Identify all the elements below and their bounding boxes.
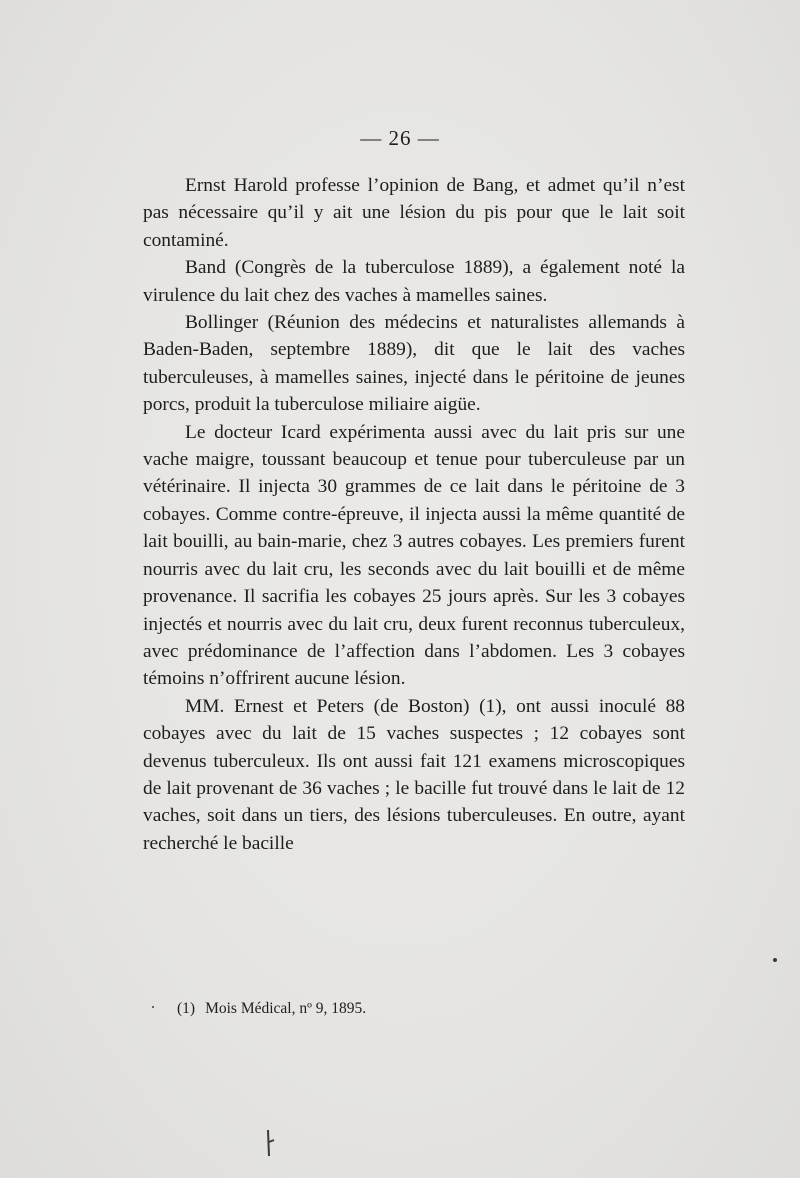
ink-speck (773, 958, 777, 962)
paragraph-harold: Ernst Harold professe l’opinion de Bang, et admet qu’il n’est pas nécessaire qu’il y ait une lésion du pis pour que le lait soit contaminé. (143, 175, 685, 251)
footnote-marker: (1) (177, 1000, 196, 1017)
body-text (143, 172, 685, 857)
footnote-text: Mois Médical, nº 9, 1895. (205, 1000, 367, 1017)
paragraph-band: Band (Congrès de la tuberculose 1889), a également noté la virulence du lait chez des vaches à mamelles saines. (143, 257, 685, 306)
ink-stroke-mark (263, 1128, 277, 1158)
paragraph-icard: Le docteur Icard expérimenta aussi avec du lait pris sur une vache maigre, toussant beaucoup et tenue pour tuberculeuse par un vétérinaire. Il injecta 30 grammes de ce lait dans le péritoine de 3 cobayes. Comme contre-épreuve, il injecta aussi la même quantité de lait bouilli, au bain-marie, chez 3 autres cobayes. Les premiers furent nourris avec du lait cru, les seconds avec du lait bouilli et de même provenance. Il sacrifia les cobayes 25 jours après. Sur les 3 cobayes injectés et nourris avec du lait cru, deux furent reconnus tuberculeux, avec prédominance de l’affection dans l’abdomen. Les 3 cobayes témoins n’offrirent aucune lésion. (143, 421, 685, 690)
paragraph-ernest-peters: MM. Ernest et Peters (de Boston) (1), ont aussi inoculé 88 cobayes avec du lait de 15 vaches suspectes ; 12 cobayes sont devenus tuberculeux. Ils ont aussi fait 121 examens microscopiques de lait provenant de 36 vaches ; le bacille fut trouvé dans le lait de 12 vaches, soit dans un tiers, des lésions tuberculeuses. En outre, ayant recherché le bacille (143, 695, 685, 854)
ink-speck (152, 1006, 154, 1008)
page-number: — 26 — (360, 126, 440, 150)
paragraph-bollinger: Bollinger (Réunion des médecins et naturalistes allemands à Baden-Baden, septembre 1889), dit que le lait des vaches tuberculeuses, à mamelles saines, injecté dans le péritoine de jeunes porcs, produit la tuberculose miliaire aigüe. (143, 312, 685, 416)
footnote (177, 999, 366, 1019)
